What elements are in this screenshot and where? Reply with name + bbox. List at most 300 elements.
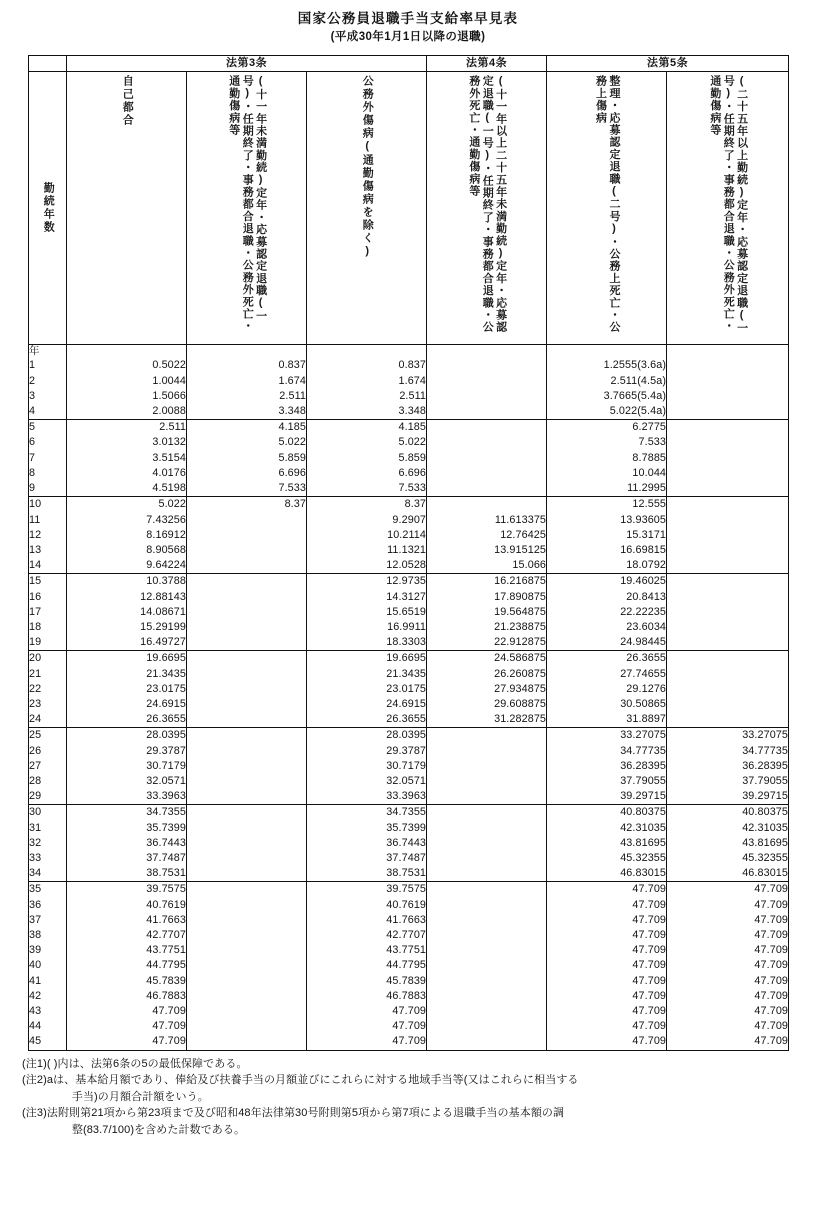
column-header-label-5: 整理・応募認定退職(二号)・公務上死亡・公務上傷病 [594,75,620,334]
rate-cell [427,928,547,943]
rate-cell [187,558,307,574]
table-row [29,1019,789,1034]
footnote-line: 法附則第21項から第23項まで及び昭和48年法律第30号附則第5項から第7項による退職手当の基本額の調 [46,1107,565,1120]
row-years-cell: 24 [29,712,67,728]
footnote-marker: (注3) [22,1107,47,1120]
rate-cell: 47.709 [667,928,789,943]
row-years-cell: 19 [29,635,67,651]
footnote-2 [22,1072,794,1105]
rate-cell: 47.709 [667,989,789,1004]
row-years-cell: 1 [29,358,67,373]
rate-cell [187,620,307,635]
rate-cell: 37.79055 [667,774,789,789]
rate-cell [187,989,307,1004]
rate-cell [187,712,307,728]
rate-cell: 40.80375 [547,805,667,821]
rate-cell: 47.709 [307,1004,427,1019]
rate-cell [427,358,547,373]
rate-cell [427,821,547,836]
rate-cell [427,989,547,1004]
rate-cell: 26.3655 [307,712,427,728]
unit-row-spacer-2 [187,345,307,359]
rate-cell: 2.511 [187,389,307,404]
table-row [29,497,789,513]
rate-cell: 12.76425 [427,528,547,543]
unit-row-spacer-4 [427,345,547,359]
page-subtitle: (平成30年1月1日以降の退職) [330,31,486,44]
table-row [29,989,789,1004]
rate-cell: 3.348 [187,404,307,420]
rate-cell: 46.83015 [547,866,667,882]
row-years-cell: 45 [29,1034,67,1050]
rate-cell [187,728,307,744]
rate-cell: 16.69815 [547,543,667,558]
rate-cell: 11.2995 [547,481,667,497]
rate-cell [667,451,789,466]
rate-cell: 42.31035 [667,821,789,836]
rate-cell [427,728,547,744]
table-row [29,774,789,789]
rate-cell [427,404,547,420]
row-years-cell: 39 [29,943,67,958]
page-title: 国家公務員退職手当支給率早見表 [297,11,519,26]
column-header-row [29,72,789,345]
rate-cell: 24.98445 [547,635,667,651]
rate-cell [427,374,547,389]
rate-cell: 39.7575 [67,882,187,898]
rate-cell: 42.31035 [547,821,667,836]
row-years-cell: 34 [29,866,67,882]
rate-cell: 2.0088 [67,404,187,420]
rate-cell: 33.27075 [547,728,667,744]
row-years-cell: 32 [29,836,67,851]
rate-cell: 12.9735 [307,574,427,590]
rate-cell [187,1019,307,1034]
rate-cell: 45.32355 [667,851,789,866]
rate-cell: 47.709 [667,1019,789,1034]
rate-cell [187,1034,307,1050]
rate-cell [187,821,307,836]
rate-cell: 37.7487 [67,851,187,866]
table-row [29,697,789,712]
rate-cell: 47.709 [667,1034,789,1050]
rate-cell [187,528,307,543]
rate-cell: 47.709 [667,974,789,989]
rate-cell: 4.0176 [67,466,187,481]
row-years-cell: 16 [29,590,67,605]
table-row [29,513,789,528]
table-row [29,451,789,466]
rate-cell [667,358,789,373]
rate-cell [187,574,307,590]
row-years-cell: 35 [29,882,67,898]
rate-cell [187,635,307,651]
row-years-cell: 43 [29,1004,67,1019]
rate-cell: 0.837 [307,358,427,373]
rate-cell [427,958,547,973]
rate-cell: 39.29715 [667,789,789,805]
rate-cell: 0.5022 [67,358,187,373]
rate-cell: 28.0395 [67,728,187,744]
rate-cell [187,882,307,898]
rate-cell: 37.7487 [307,851,427,866]
rate-cell [187,805,307,821]
footnote-1 [22,1056,794,1073]
column-header-label-2: (十一年未満勤続)定年・応募認定退職(一号)・任期終了・事務都合退職・公務外死亡・通勤傷病等 [227,75,267,333]
rate-cell: 8.90568 [67,543,187,558]
rate-cell: 7.533 [547,435,667,450]
rate-cell [427,481,547,497]
rate-cell: 34.7355 [67,805,187,821]
title-block [0,0,816,46]
rate-cell: 47.709 [67,1019,187,1034]
row-years-cell: 44 [29,1019,67,1034]
rate-cell [187,774,307,789]
rate-cell [187,974,307,989]
column-header-label-3: 公務外傷病(通勤傷病を除く) [361,75,374,260]
footnote-body [47,1056,794,1073]
rate-cell [667,466,789,481]
rate-cell: 47.709 [547,913,667,928]
row-years-cell: 9 [29,481,67,497]
row-years-cell: 30 [29,805,67,821]
rate-cell: 20.8413 [547,590,667,605]
rate-cell: 5.859 [187,451,307,466]
rate-cell: 46.7883 [307,989,427,1004]
table-row [29,805,789,821]
rate-cell: 16.216875 [427,574,547,590]
rate-cell: 39.7575 [307,882,427,898]
rate-cell: 19.6695 [307,651,427,667]
rate-cell: 33.27075 [667,728,789,744]
row-years-cell: 40 [29,958,67,973]
rate-cell: 28.0395 [307,728,427,744]
row-years-cell: 27 [29,759,67,774]
rate-cell: 36.7443 [67,836,187,851]
rate-cell: 12.88143 [67,590,187,605]
row-years-cell: 15 [29,574,67,590]
rate-cell: 17.890875 [427,590,547,605]
years-of-service-header: 勤続年数 [42,182,55,235]
rate-cell [427,943,547,958]
rate-cell: 27.934875 [427,682,547,697]
column-header-2 [187,72,307,345]
rate-cell: 8.7885 [547,451,667,466]
unit-row-spacer-3 [307,345,427,359]
column-header-1 [67,72,187,345]
rate-cell: 2.511 [307,389,427,404]
rate-cell: 34.7355 [307,805,427,821]
rate-cell: 7.533 [307,481,427,497]
rate-cell: 8.37 [307,497,427,513]
group-header-2: 法第4条 [427,56,547,72]
rate-cell [667,635,789,651]
rate-cell: 37.79055 [547,774,667,789]
rate-cell: 47.709 [667,958,789,973]
rate-cell: 47.709 [547,1034,667,1050]
rate-cell: 26.3655 [67,712,187,728]
rate-cell: 15.6519 [307,605,427,620]
rate-cell: 8.37 [187,497,307,513]
rate-cell [427,774,547,789]
unit-row-spacer-6 [667,345,789,359]
rate-cell: 15.3171 [547,528,667,543]
rate-cell [667,404,789,420]
table-row [29,1004,789,1019]
rate-cell: 10.3788 [67,574,187,590]
row-years-cell: 5 [29,420,67,436]
rate-cell [187,697,307,712]
rate-cell: 47.709 [667,913,789,928]
footnote-line: 整(83.7/100)を含めた計数である。 [71,1123,246,1136]
rate-cell [187,943,307,958]
group-header-1: 法第3条 [67,56,427,72]
rate-cell: 47.709 [67,1034,187,1050]
row-years-cell: 28 [29,774,67,789]
table-row [29,898,789,913]
footnote-body [47,1072,794,1105]
table-row [29,821,789,836]
rate-cell [667,712,789,728]
rate-cell: 2.511 [67,420,187,436]
footnote-3 [22,1105,794,1138]
rate-cell: 3.0132 [67,435,187,450]
table-row [29,435,789,450]
rate-cell: 32.0571 [67,774,187,789]
row-years-cell: 4 [29,404,67,420]
rate-cell: 13.915125 [427,543,547,558]
rate-cell: 40.7619 [67,898,187,913]
rate-cell: 47.709 [547,882,667,898]
rate-cell: 19.46025 [547,574,667,590]
table-row [29,620,789,635]
row-years-cell: 2 [29,374,67,389]
rate-cell [187,651,307,667]
table-row [29,574,789,590]
table-row [29,836,789,851]
rate-cell: 36.28395 [547,759,667,774]
table-row [29,866,789,882]
rate-cell: 5.022 [67,497,187,513]
rate-cell: 40.7619 [307,898,427,913]
rate-cell: 47.709 [547,989,667,1004]
row-years-cell: 12 [29,528,67,543]
table-row [29,635,789,651]
row-years-cell: 6 [29,435,67,450]
rate-cell: 1.674 [187,374,307,389]
rate-cell [667,620,789,635]
table-row [29,728,789,744]
rate-cell [427,913,547,928]
rate-cell: 5.859 [307,451,427,466]
rate-cell: 24.6915 [67,697,187,712]
rate-cell: 47.709 [67,1004,187,1019]
table-row [29,389,789,404]
rate-cell: 12.555 [547,497,667,513]
rate-cell: 29.608875 [427,697,547,712]
rate-cell: 47.709 [307,1034,427,1050]
rate-cell: 42.7707 [307,928,427,943]
rate-cell [187,789,307,805]
rate-cell: 31.282875 [427,712,547,728]
row-years-cell: 41 [29,974,67,989]
rate-cell: 34.77735 [547,744,667,759]
footnote-marker: (注2) [22,1074,47,1087]
rate-cell: 43.81695 [547,836,667,851]
rate-cell [667,389,789,404]
rate-cell: 23.6034 [547,620,667,635]
table-row [29,759,789,774]
rate-cell [667,543,789,558]
rate-cell: 7.533 [187,481,307,497]
table-row [29,974,789,989]
row-years-cell: 13 [29,543,67,558]
rate-cell: 22.22235 [547,605,667,620]
rate-cell [187,759,307,774]
footnote-line: ( )内は、法第6条の5の最低保障である。 [46,1057,248,1070]
rate-cell: 47.709 [547,1019,667,1034]
rate-cell: 26.260875 [427,667,547,682]
footnote-body [47,1105,794,1138]
rate-cell: 29.1276 [547,682,667,697]
row-years-cell: 17 [29,605,67,620]
rate-cell: 29.3787 [67,744,187,759]
rate-cell: 23.0175 [67,682,187,697]
table-row [29,928,789,943]
rate-cell: 47.709 [667,943,789,958]
rate-cell [427,759,547,774]
rate-cell: 45.32355 [547,851,667,866]
rate-cell: 47.709 [547,928,667,943]
rate-cell [187,513,307,528]
row-years-cell: 26 [29,744,67,759]
rate-cell: 6.696 [187,466,307,481]
rate-cell: 9.2907 [307,513,427,528]
rate-cell [427,497,547,513]
rate-cell: 35.7399 [307,821,427,836]
rate-cell [187,898,307,913]
table-row [29,851,789,866]
rate-cell: 14.3127 [307,590,427,605]
rate-cell: 47.709 [307,1019,427,1034]
row-years-cell: 11 [29,513,67,528]
group-header-row [29,56,789,72]
rate-cell: 12.0528 [307,558,427,574]
rate-cell [187,958,307,973]
rate-cell: 10.2114 [307,528,427,543]
rate-cell: 38.7531 [307,866,427,882]
table-row [29,712,789,728]
rate-cell: 10.044 [547,466,667,481]
rate-cell [187,1004,307,1019]
rate-cell: 22.912875 [427,635,547,651]
rate-cell: 13.93605 [547,513,667,528]
rate-cell [427,805,547,821]
table-corner-cell [29,56,67,72]
retirement-allowance-rate-table [28,55,789,1050]
rate-cell: 43.7751 [67,943,187,958]
rate-cell: 19.564875 [427,605,547,620]
column-header-label-6: (二十五年以上勤続)定年・応募認定退職(一号)・任期終了・事務都合退職・公務外死亡・通勤傷病等 [708,75,748,335]
rate-cell: 5.022(5.4a) [547,404,667,420]
footnote-line: aは、基本給月額であり、俸給及び扶養手当の月額並びにこれらに対する地域手当等(又はこれらに相当する [46,1074,579,1087]
rate-cell: 3.7665(5.4a) [547,389,667,404]
rate-cell: 4.185 [307,420,427,436]
rate-cell [667,528,789,543]
rate-cell [667,497,789,513]
rate-cell: 11.1321 [307,543,427,558]
row-years-cell: 33 [29,851,67,866]
footnotes [22,1056,794,1139]
column-header-5 [547,72,667,345]
rate-cell [427,789,547,805]
rate-cell: 18.3303 [307,635,427,651]
rate-cell: 35.7399 [67,821,187,836]
table-row [29,481,789,497]
rate-cell [667,420,789,436]
rate-cell [187,928,307,943]
rate-cell [667,605,789,620]
group-header-3: 法第5条 [547,56,789,72]
rate-cell [427,851,547,866]
column-header-label-1: 自己都合 [121,75,134,128]
table-row [29,667,789,682]
rate-cell: 1.0044 [67,374,187,389]
rate-cell [427,882,547,898]
rate-cell: 18.0792 [547,558,667,574]
rate-cell: 3.348 [307,404,427,420]
unit-label-years: 年 [29,345,67,359]
rate-cell [187,605,307,620]
rate-cell: 21.3435 [307,667,427,682]
table-row [29,882,789,898]
row-years-cell: 10 [29,497,67,513]
rate-cell: 46.7883 [67,989,187,1004]
table-row [29,420,789,436]
rate-cell [427,466,547,481]
rate-cell [667,558,789,574]
rate-cell [427,420,547,436]
rate-cell [667,651,789,667]
rate-cell [427,1004,547,1019]
rate-cell [187,836,307,851]
row-years-cell: 22 [29,682,67,697]
unit-row-spacer-5 [547,345,667,359]
table-row [29,404,789,420]
rate-cell: 7.43256 [67,513,187,528]
table-row [29,913,789,928]
rate-cell: 45.7839 [307,974,427,989]
rate-cell: 19.6695 [67,651,187,667]
rate-cell: 33.3963 [67,789,187,805]
rate-cell: 21.3435 [67,667,187,682]
table-row [29,528,789,543]
table-row [29,651,789,667]
rate-cell: 47.709 [667,898,789,913]
row-years-cell: 38 [29,928,67,943]
column-header-3 [307,72,427,345]
row-years-cell: 3 [29,389,67,404]
rate-cell: 16.49727 [67,635,187,651]
rate-cell: 29.3787 [307,744,427,759]
rate-cell [427,974,547,989]
rate-cell [667,574,789,590]
rate-cell [427,435,547,450]
rate-cell [667,481,789,497]
row-years-cell: 37 [29,913,67,928]
rate-cell [667,513,789,528]
rate-cell [187,667,307,682]
